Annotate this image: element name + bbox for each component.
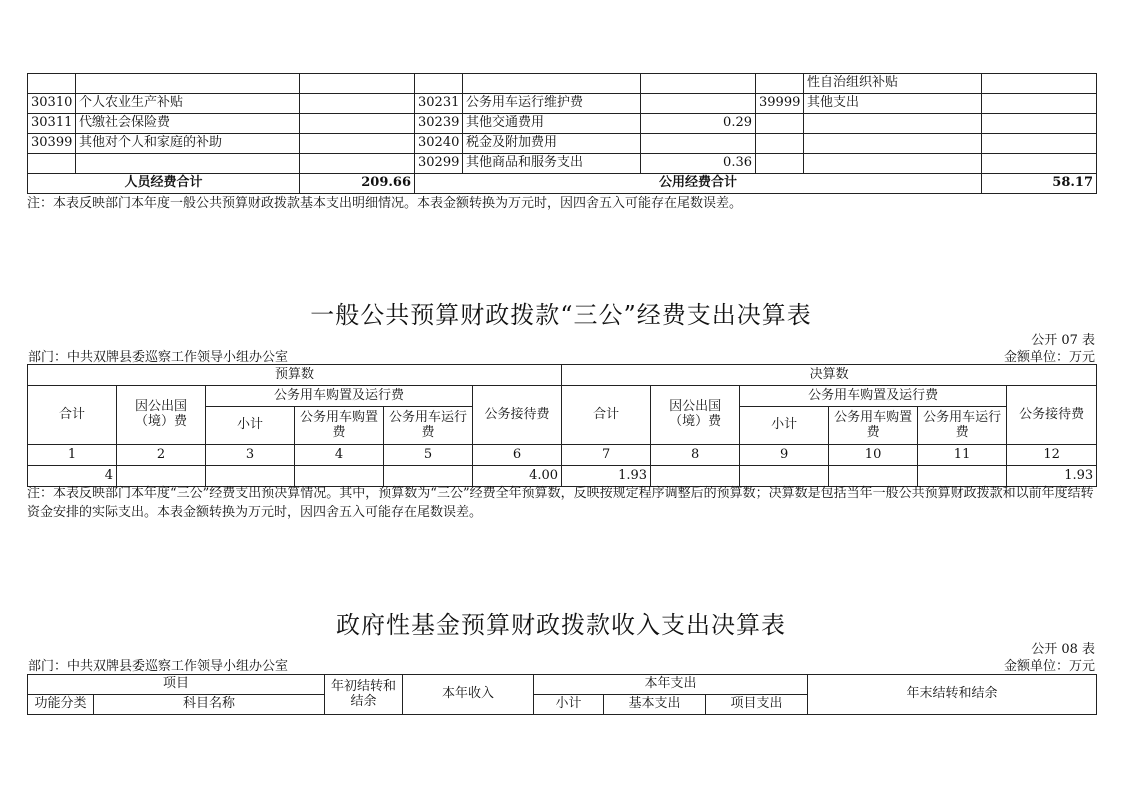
table-cell: 30231 [415, 94, 463, 114]
table-row [28, 114, 1097, 134]
expense-subtotal-header: 小计 [534, 695, 604, 715]
table-cell: 其他对个人和家庭的补助 [76, 134, 300, 154]
final-vehicle-header: 公务用车购置及运行费 [740, 386, 1007, 407]
personnel-total-value: 209.66 [300, 174, 415, 194]
table-cell: 30240 [415, 134, 463, 154]
section2-code: 公开 07 表 [1031, 333, 1095, 348]
table-cell [982, 94, 1097, 114]
final-header: 决算数 [562, 365, 1097, 386]
final-abroad-header: 因公出国（境）费 [651, 386, 740, 445]
table-cell: 30311 [28, 114, 76, 134]
table-cell: 其他商品和服务支出 [463, 154, 641, 174]
table-row [28, 74, 1097, 94]
index-cell: 9 [740, 445, 829, 466]
table-cell: 代缴社会保险费 [76, 114, 300, 134]
table-cell: 30299 [415, 154, 463, 174]
table-cell [641, 134, 756, 154]
personnel-total-label: 人员经费合计 [28, 174, 300, 194]
table-cell [300, 94, 415, 114]
table-cell [28, 154, 76, 174]
index-cell: 7 [562, 445, 651, 466]
index-cell: 5 [384, 445, 473, 466]
table-cell [756, 114, 804, 134]
index-cell: 6 [473, 445, 562, 466]
data-cell: 4 [28, 466, 117, 487]
table-cell: 0.29 [641, 114, 756, 134]
index-cell: 10 [829, 445, 918, 466]
index-cell: 1 [28, 445, 117, 466]
final-purchase-header: 公务用车购置费 [829, 407, 918, 445]
income-header: 本年收入 [403, 675, 534, 715]
table-cell [300, 74, 415, 94]
table1-note: 注：本表反映部门本年度一般公共预算财政拨款基本支出明细情况。本表金额转换为万元时，因四舍五入可能存在尾数误差。 [27, 196, 743, 211]
table-cell: 性自治组织补贴 [804, 74, 982, 94]
project-expense-header: 项目支出 [706, 695, 808, 715]
gov-fund-table [27, 674, 1097, 715]
table-cell [804, 134, 982, 154]
table-cell [76, 154, 300, 174]
data-cell: 4.00 [473, 466, 562, 487]
section3-unit: 金额单位：万元 [1003, 659, 1095, 674]
final-total-header: 合计 [562, 386, 651, 445]
table-cell [804, 154, 982, 174]
budget-total-header: 合计 [28, 386, 117, 445]
table-cell [982, 134, 1097, 154]
budget-purchase-header: 公务用车购置费 [295, 407, 384, 445]
table-row [28, 134, 1097, 154]
budget-vehicle-header: 公务用车购置及运行费 [206, 386, 473, 407]
final-subtotal-header: 小计 [740, 407, 829, 445]
table-cell [756, 74, 804, 94]
data-cell: 1.93 [1007, 466, 1097, 487]
table-cell [641, 74, 756, 94]
table2-note: 注：本表反映部门本年度“三公”经费支出预决算情况。其中，预算数为“三公”经费全年预算数，反映按规定程序调整后的预算数；决算数是包括当年一般公共预算财政拨款和以前年度结转资金安排的实际支出。本表金额转换为万元时，因四舍五入可能存在尾数误差。 [27, 486, 1094, 520]
index-row [28, 445, 1097, 466]
section3-dept: 部门：中共双牌县委巡察工作领导小组办公室 [28, 659, 289, 674]
table-cell [641, 94, 756, 114]
public-total-value: 58.17 [982, 174, 1097, 194]
budget-operation-header: 公务用车运行费 [384, 407, 473, 445]
table-row [28, 154, 1097, 174]
table-cell [982, 114, 1097, 134]
final-operation-header: 公务用车运行费 [918, 407, 1007, 445]
table-cell [300, 134, 415, 154]
section2-dept: 部门：中共双牌县委巡察工作领导小组办公室 [28, 350, 289, 365]
budget-reception-header: 公务接待费 [473, 386, 562, 445]
three-public-expense-table [27, 364, 1097, 487]
table-cell [756, 134, 804, 154]
index-cell: 12 [1007, 445, 1097, 466]
item-header: 项目 [28, 675, 325, 695]
table-cell [804, 114, 982, 134]
public-total-label: 公用经费合计 [415, 174, 982, 194]
func-class-header: 功能分类 [28, 695, 94, 715]
table-cell [982, 74, 1097, 94]
table-cell: 0.36 [641, 154, 756, 174]
table-cell: 30239 [415, 114, 463, 134]
budget-abroad-header: 因公出国（境）费 [117, 386, 206, 445]
table-cell [300, 154, 415, 174]
table-cell: 税金及附加费用 [463, 134, 641, 154]
totals-row [28, 174, 1097, 194]
section2-title: 一般公共预算财政拨款“三公”经费支出决算表 [310, 301, 812, 329]
table-cell: 其他交通费用 [463, 114, 641, 134]
index-cell: 8 [651, 445, 740, 466]
table-cell [76, 74, 300, 94]
expense-header: 本年支出 [534, 675, 808, 695]
index-cell: 2 [117, 445, 206, 466]
basic-expense-header: 基本支出 [604, 695, 706, 715]
index-cell: 3 [206, 445, 295, 466]
table-row [28, 94, 1097, 114]
index-cell: 4 [295, 445, 384, 466]
subject-name-header: 科目名称 [94, 695, 325, 715]
final-reception-header: 公务接待费 [1007, 386, 1097, 445]
begin-balance-header: 年初结转和结余 [325, 675, 403, 715]
table-cell: 39999 [756, 94, 804, 114]
table-cell: 个人农业生产补贴 [76, 94, 300, 114]
table-cell [756, 154, 804, 174]
section3-title: 政府性基金预算财政拨款收入支出决算表 [336, 611, 786, 639]
table-cell: 30399 [28, 134, 76, 154]
table-cell: 公务用车运行维护费 [463, 94, 641, 114]
budget-subtotal-header: 小计 [206, 407, 295, 445]
table-cell [300, 114, 415, 134]
table-cell [28, 74, 76, 94]
section3-code: 公开 08 表 [1031, 642, 1095, 657]
budget-header: 预算数 [28, 365, 562, 386]
expense-detail-table [27, 73, 1097, 194]
index-cell: 11 [918, 445, 1007, 466]
end-balance-header: 年末结转和结余 [808, 675, 1097, 715]
data-cell: 1.93 [562, 466, 651, 487]
table-cell [463, 74, 641, 94]
table-cell: 其他支出 [804, 94, 982, 114]
table-cell: 30310 [28, 94, 76, 114]
section2-unit: 金额单位：万元 [1003, 350, 1095, 365]
table-cell [415, 74, 463, 94]
table-cell [982, 154, 1097, 174]
